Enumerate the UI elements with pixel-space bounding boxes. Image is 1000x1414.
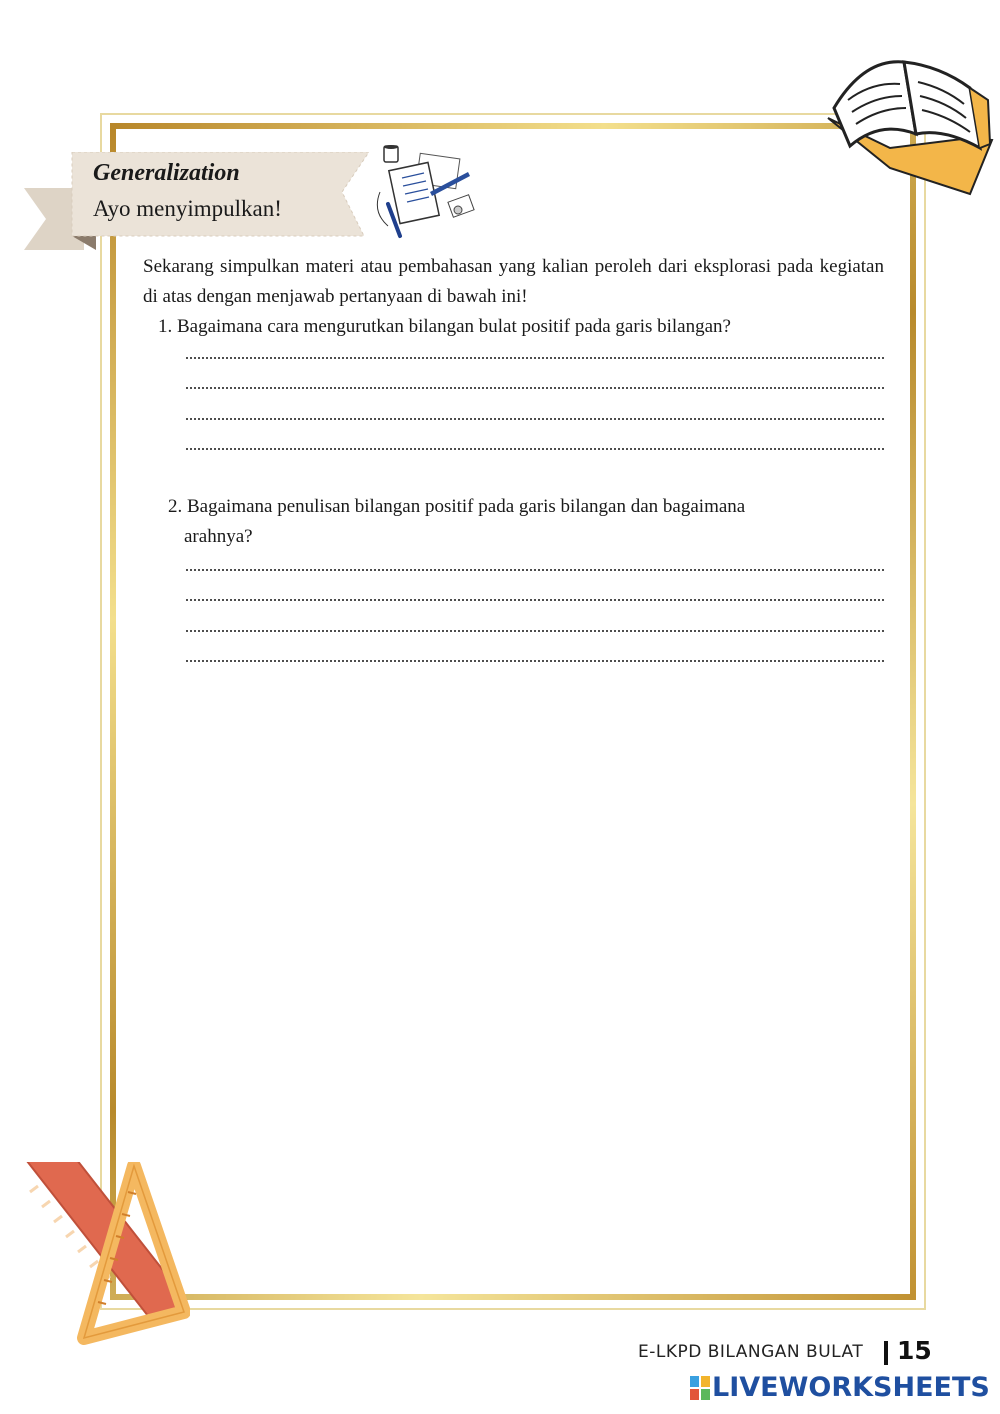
- liveworksheets-logo-icon: [690, 1376, 710, 1400]
- question-1: 1. Bagaimana cara mengurutkan bilangan bulat positif pada garis bilangan?: [158, 316, 731, 337]
- answer-line-q1-3[interactable]: [185, 418, 884, 420]
- ruler-triangle-icon: [0, 1162, 190, 1352]
- footer-label: E-LKPD BILANGAN BULAT: [638, 1342, 864, 1362]
- answer-line-q1-2[interactable]: [185, 387, 884, 389]
- banner-subtitle: Ayo menyimpulkan!: [93, 196, 282, 221]
- desk-papers-icon: [370, 142, 480, 240]
- liveworksheets-watermark: LIVEWORKSHEETS: [712, 1372, 990, 1403]
- answer-line-q2-3[interactable]: [185, 630, 884, 632]
- page-number: 15: [897, 1336, 932, 1365]
- open-book-icon: [820, 48, 998, 198]
- question-2: [168, 492, 884, 552]
- question-2-label: 2. Bagaimana penulisan bilangan positif pada garis bilangan dan bagaimana: [168, 496, 746, 517]
- answer-line-q2-1[interactable]: [185, 569, 884, 571]
- answer-line-q2-2[interactable]: [185, 599, 884, 601]
- intro-paragraph: Sekarang simpulkan materi atau pembahasan yang kalian peroleh dari eksplorasi pada kegiatan di atas dengan menjawab pertanyaan di bawah ini!: [143, 256, 884, 307]
- answer-line-q2-4[interactable]: [185, 660, 884, 662]
- question-2-label-cont: arahnya?: [184, 526, 253, 547]
- footer-separator: [884, 1341, 888, 1365]
- banner-title: Generalization: [93, 160, 240, 186]
- answer-line-q1-1[interactable]: [185, 357, 884, 359]
- answer-line-q1-4[interactable]: [185, 448, 884, 450]
